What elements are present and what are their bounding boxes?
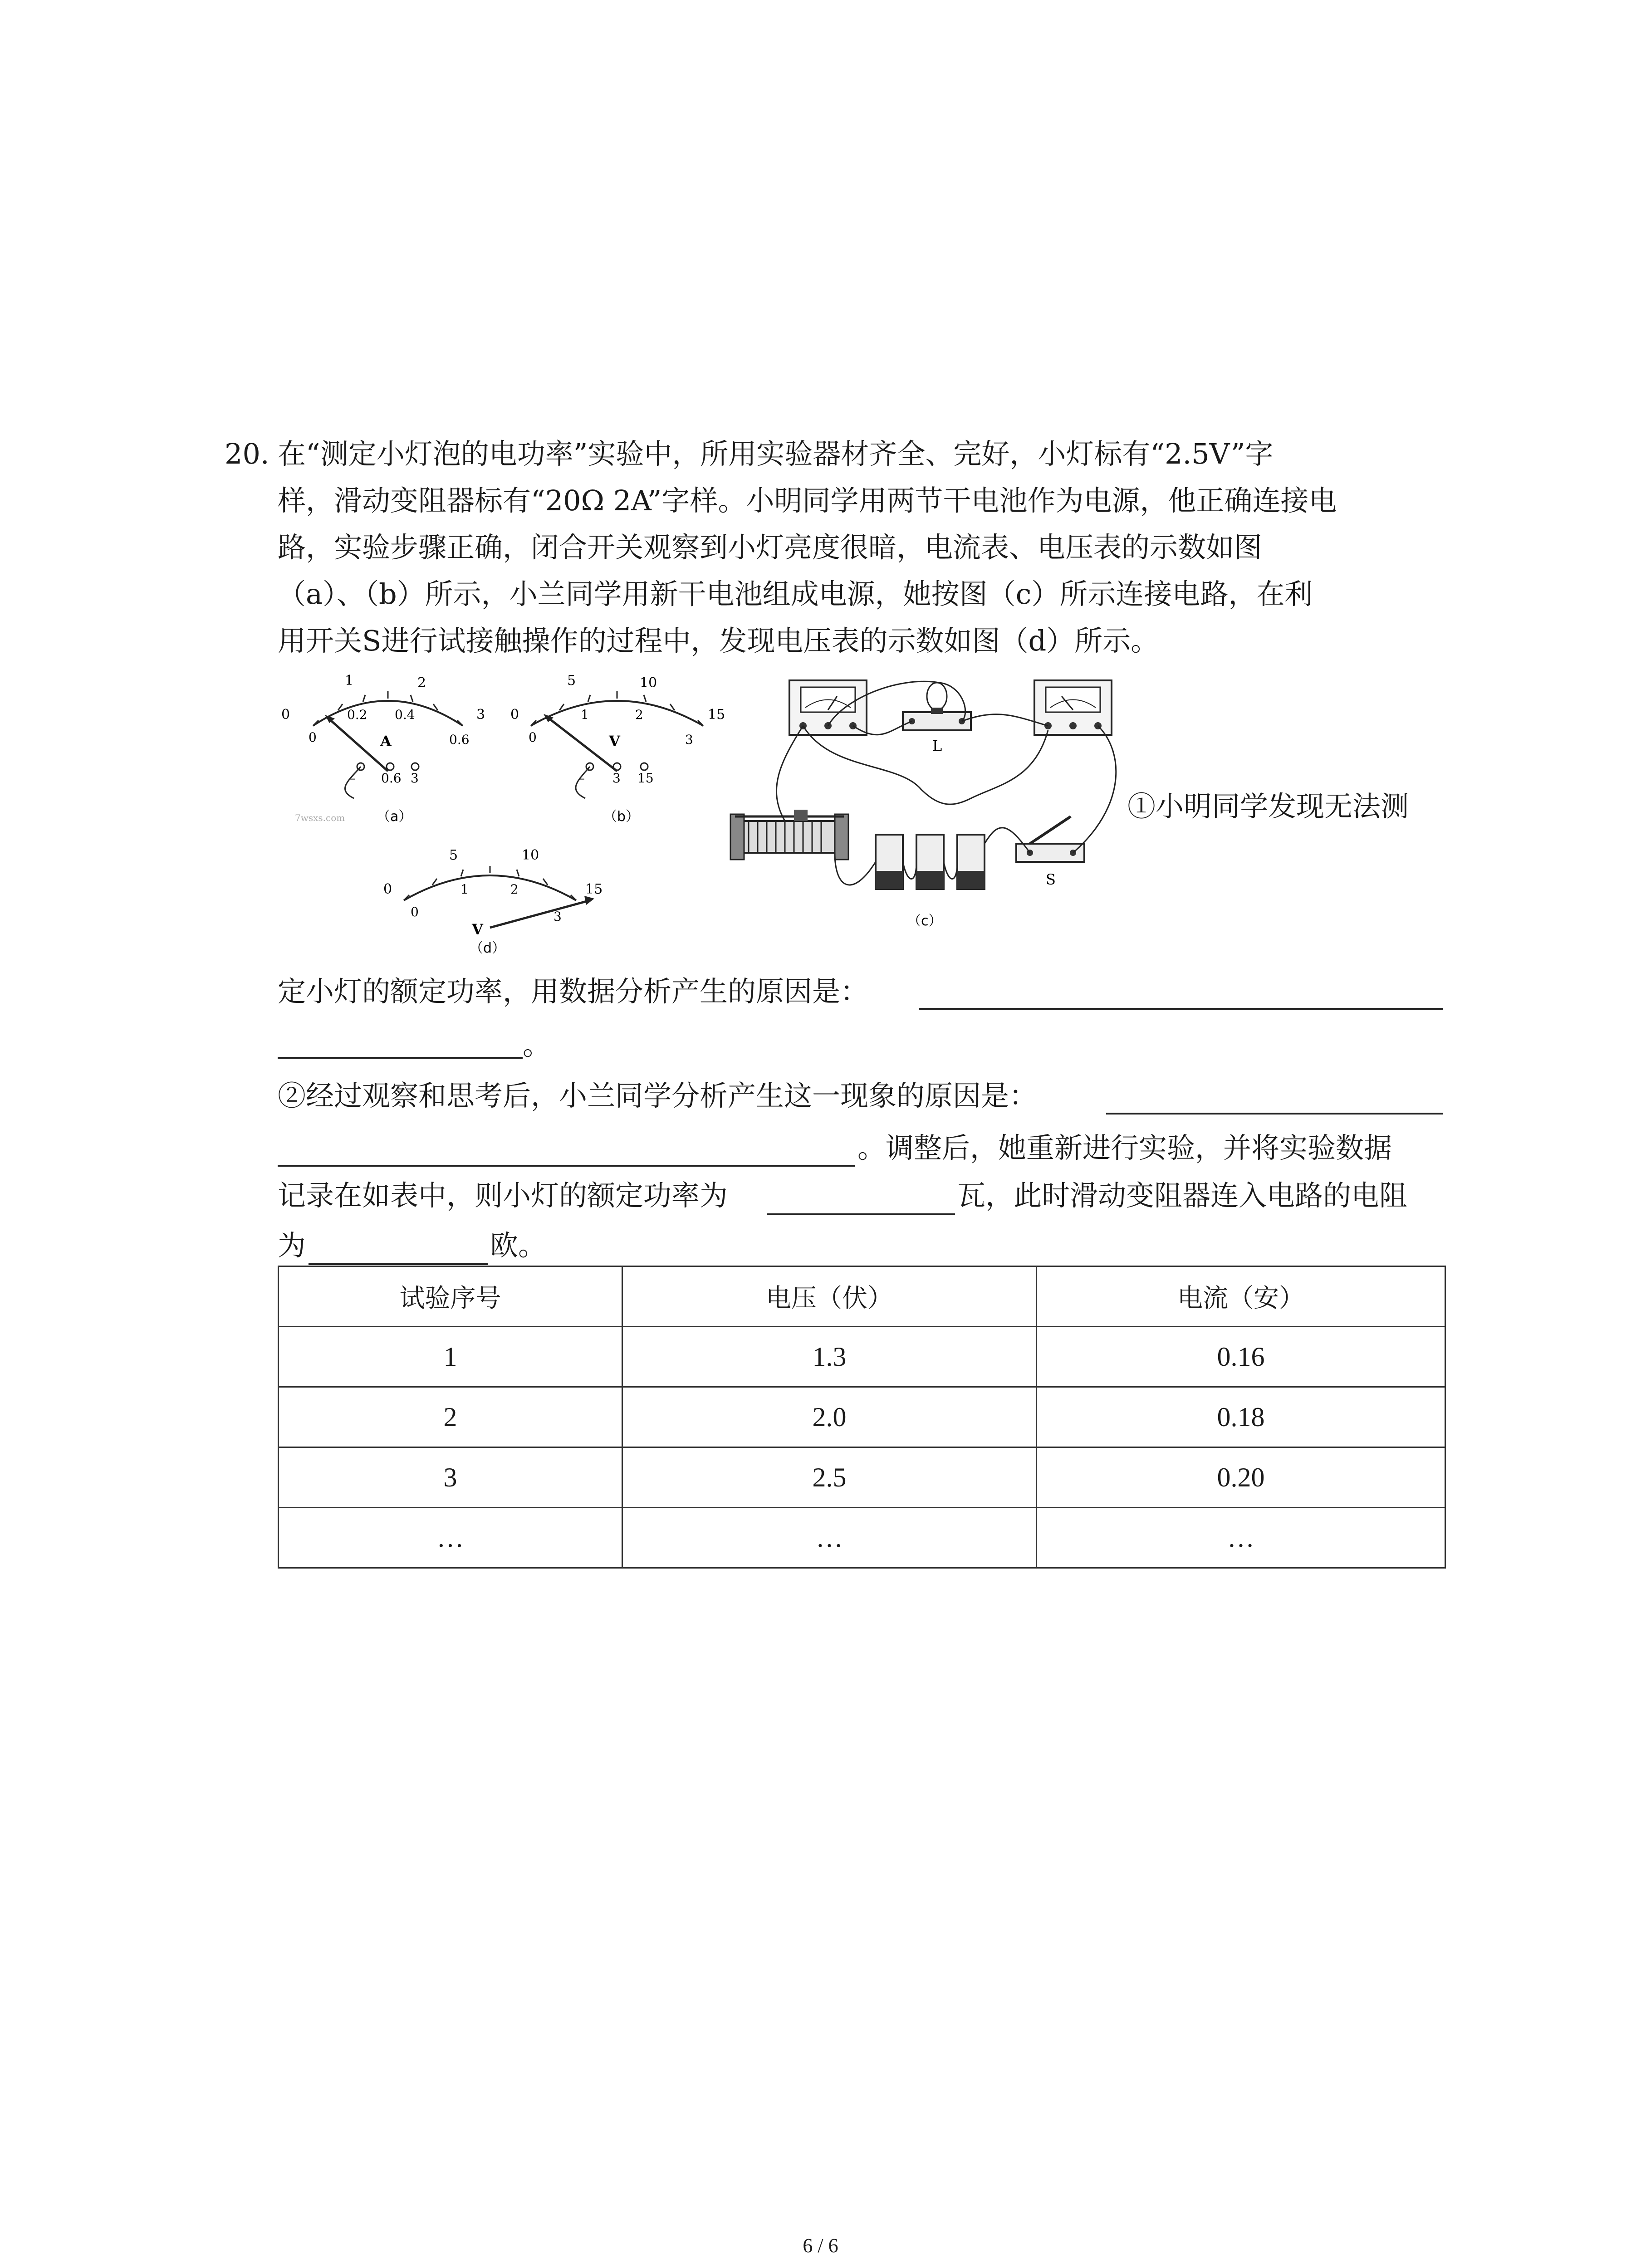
table-cell-trial: … <box>279 1508 622 1568</box>
fig-a-terminal-06: 0.6 <box>381 771 402 786</box>
table-cell-voltage: … <box>622 1508 1037 1568</box>
fig-d-lower-tick-2: 2 <box>510 882 519 897</box>
part2-line-3a: 记录在如表中，则小灯的额定功率为 <box>278 1179 728 1212</box>
figure-c-circuit <box>726 671 1148 934</box>
question-line-4: （a）、（b）所示，小兰同学用新干电池组成电源，她按图（c）所示连接电路，在利 <box>278 577 1313 611</box>
question-line-3: 路，实验步骤正确，闭合开关观察到小灯亮度很暗，电流表、电压表的示数如图 <box>278 531 1263 564</box>
fig-a-watermark: 7wsxs.com <box>295 812 345 823</box>
fig-a-lower-tick-0: 0 <box>309 730 317 745</box>
part1-answer-blank-2[interactable] <box>278 1057 523 1059</box>
table-cell-current: … <box>1037 1508 1445 1568</box>
part2-answer-blank-reason-1[interactable] <box>1106 1113 1443 1114</box>
fig-a-upper-tick-1: 1 <box>345 673 354 689</box>
table-cell-trial: 3 <box>279 1447 622 1508</box>
figure-d-voltmeter <box>377 841 612 964</box>
part2-answer-blank-reason-2[interactable] <box>278 1165 855 1167</box>
part1-prefix: ①小明同学发现无法测 <box>1127 790 1409 823</box>
fig-a-lower-tick-1: 0.2 <box>347 707 367 722</box>
fig-b-upper-tick-3: 15 <box>708 707 725 723</box>
table-cell-current: 0.20 <box>1037 1447 1445 1508</box>
table-cell-current: 0.16 <box>1037 1327 1445 1387</box>
fig-b-lower-tick-3: 3 <box>685 732 693 747</box>
question-line-1: 在“测定小灯泡的电功率”实验中，所用实验器材齐全、完好，小灯标有“2.5V”字 <box>278 437 1274 470</box>
part1-end: 。 <box>523 1028 551 1061</box>
table-cell-trial: 1 <box>279 1327 622 1387</box>
table-cell-trial: 2 <box>279 1387 622 1447</box>
question-line-2: 样，滑动变阻器标有“20Ω 2A”字样。小明同学用两节干电池作为电源，他正确连接电 <box>278 484 1337 517</box>
part2-line-3b: 瓦，此时滑动变阻器连入电路的电阻 <box>957 1179 1408 1212</box>
table-cell-voltage: 1.3 <box>622 1327 1037 1387</box>
table-row <box>279 1327 1445 1387</box>
fig-b-lower-tick-1: 1 <box>581 707 589 722</box>
fig-b-caption: （b） <box>603 809 640 825</box>
table-header-row <box>279 1266 1445 1327</box>
part2-line-4b: 欧。 <box>490 1229 547 1262</box>
table-cell-voltage: 2.5 <box>622 1447 1037 1508</box>
figure-a-ammeter <box>281 667 495 835</box>
lamp-label: L <box>932 737 942 754</box>
fig-b-unit: V <box>609 733 620 750</box>
table-row <box>279 1447 1445 1508</box>
fig-d-needle <box>490 900 590 928</box>
fig-d-caption: （d） <box>470 940 506 956</box>
fig-d-upper-tick-1: 5 <box>449 847 458 863</box>
fig-d-upper-tick-3: 15 <box>585 881 603 897</box>
fig-b-upper-tick-2: 10 <box>640 675 657 691</box>
part2-line-4a: 为 <box>278 1229 306 1262</box>
table-header-voltage: 电压（伏） <box>622 1266 1037 1327</box>
fig-b-terminal-15: 15 <box>637 771 654 786</box>
fig-b-upper-tick-1: 5 <box>567 673 576 689</box>
table-row <box>279 1387 1445 1447</box>
fig-d-upper-tick-2: 10 <box>522 847 539 863</box>
ammeter-device <box>1034 680 1112 735</box>
question-number: 20. <box>225 437 269 470</box>
fig-b-terminal-3: 3 <box>612 771 621 786</box>
part2-answer-blank-power[interactable] <box>767 1213 955 1215</box>
fig-d-lower-tick-0: 0 <box>411 904 419 919</box>
fig-b-lower-tick-0: 0 <box>529 730 537 745</box>
fig-a-terminal-neg: – <box>349 771 356 786</box>
table-header-trial: 试验序号 <box>279 1266 622 1327</box>
fig-a-caption: （a） <box>377 809 412 825</box>
part2-line-1: ②经过观察和思考后，小兰同学分析产生这一现象的原因是： <box>278 1079 1038 1112</box>
table-cell-current: 0.18 <box>1037 1387 1445 1447</box>
part1-answer-blank-1[interactable] <box>919 1008 1443 1010</box>
table-header-current: 电流（安） <box>1037 1266 1445 1327</box>
table-cell-voltage: 2.0 <box>622 1387 1037 1447</box>
fig-b-upper-tick-0: 0 <box>510 707 519 723</box>
fig-a-upper-tick-3: 3 <box>476 707 485 723</box>
fig-a-unit: A <box>380 733 392 750</box>
fig-b-lower-tick-2: 2 <box>635 707 643 722</box>
fig-a-upper-tick-0: 0 <box>281 707 290 723</box>
fig-d-upper-tick-0: 0 <box>383 881 392 897</box>
fig-a-needle <box>328 718 388 771</box>
fig-c-caption: （c） <box>907 913 942 929</box>
rheostat-device <box>730 810 848 860</box>
data-table <box>278 1266 1446 1569</box>
switch-label: S <box>1046 871 1056 888</box>
fig-a-lower-tick-2: 0.4 <box>395 707 415 722</box>
fig-d-unit: V <box>472 921 483 938</box>
fig-a-terminal-3: 3 <box>411 771 419 786</box>
fig-a-upper-tick-2: 2 <box>417 675 426 691</box>
page-number: 6 / 6 <box>803 2234 838 2257</box>
battery-cells <box>876 835 985 889</box>
fig-d-lower-tick-1: 1 <box>460 882 469 897</box>
fig-a-lower-tick-3: 0.6 <box>449 732 470 747</box>
table-row <box>279 1508 1445 1568</box>
lamp-device <box>903 683 971 754</box>
fig-b-terminal-neg: – <box>578 771 585 786</box>
part2-answer-blank-resistance[interactable] <box>309 1263 488 1265</box>
part1-line: 定小灯的额定功率，用数据分析产生的原因是： <box>278 975 869 1008</box>
part2-line-2: 。调整后，她重新进行实验，并将实验数据 <box>857 1131 1392 1164</box>
question-line-5: 用开关S进行试接触操作的过程中，发现电压表的示数如图（d）所示。 <box>278 624 1159 657</box>
figure-b-voltmeter <box>504 667 740 835</box>
fig-b-needle <box>547 717 617 771</box>
fig-d-lower-tick-3: 3 <box>554 909 562 924</box>
